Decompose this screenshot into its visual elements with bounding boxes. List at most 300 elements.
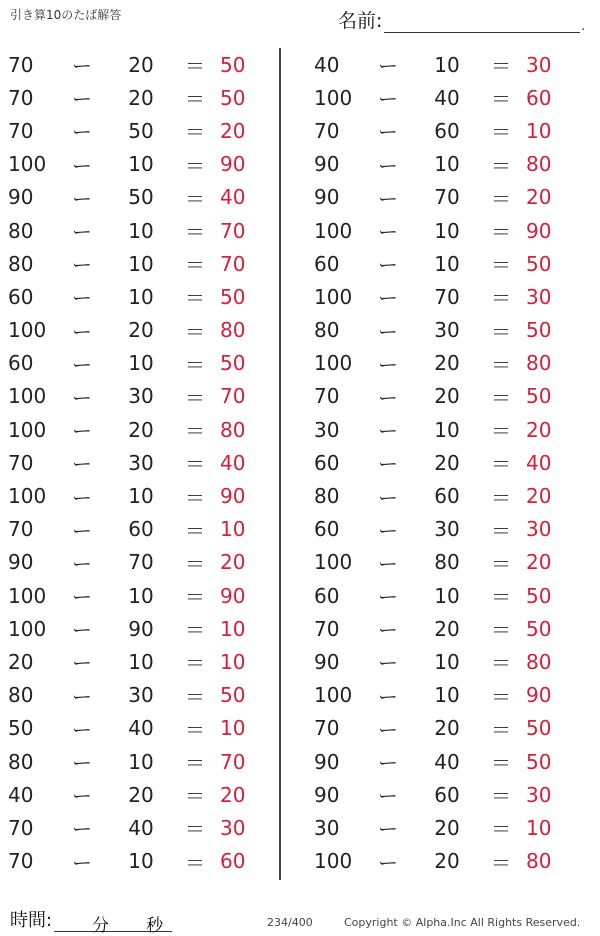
problem-row <box>314 645 570 678</box>
answer: 50 <box>220 351 246 376</box>
subtrahend: 40 <box>434 85 460 110</box>
minus-sign: ー <box>72 120 92 145</box>
subtrahend: 10 <box>128 583 154 608</box>
minuend: 70 <box>8 52 34 77</box>
minus-sign: ー <box>378 385 398 410</box>
minuend: 90 <box>314 782 340 807</box>
minuend: 100 <box>8 417 47 442</box>
equals-sign: ＝ <box>491 850 511 875</box>
minuend: 60 <box>314 450 340 475</box>
answer: 30 <box>526 52 552 77</box>
minuend: 70 <box>8 849 34 874</box>
problem-row <box>8 679 264 712</box>
page-number: 234/400 <box>267 916 313 929</box>
problem-row <box>8 645 264 678</box>
equals-sign: ＝ <box>491 684 511 709</box>
minus-sign: ー <box>72 618 92 643</box>
minus-sign: ー <box>378 120 398 145</box>
subtrahend: 10 <box>434 683 460 708</box>
minuend: 60 <box>8 351 34 376</box>
right-problem-column <box>314 48 570 878</box>
minus-sign: ー <box>378 585 398 610</box>
problem-row <box>314 347 570 380</box>
problem-row <box>8 579 264 612</box>
left-problem-column <box>8 48 264 878</box>
problem-row <box>8 712 264 745</box>
problem-row <box>8 314 264 347</box>
subtrahend: 90 <box>128 616 154 641</box>
problem-row <box>8 811 264 844</box>
answer: 70 <box>220 749 246 774</box>
minus-sign: ー <box>378 518 398 543</box>
subtrahend: 10 <box>434 583 460 608</box>
minuend: 100 <box>314 849 353 874</box>
equals-sign: ＝ <box>491 120 511 145</box>
minuend: 60 <box>314 517 340 542</box>
minuend: 100 <box>314 683 353 708</box>
subtrahend: 10 <box>434 251 460 276</box>
minuend: 90 <box>8 185 34 210</box>
minus-sign: ー <box>378 153 398 178</box>
minuend: 100 <box>8 318 47 343</box>
equals-sign: ＝ <box>185 186 205 211</box>
problem-row <box>314 579 570 612</box>
minuend: 80 <box>314 318 340 343</box>
subtrahend: 10 <box>128 749 154 774</box>
answer: 90 <box>526 683 552 708</box>
minus-sign: ー <box>72 220 92 245</box>
minus-sign: ー <box>378 87 398 112</box>
minuend: 100 <box>314 550 353 575</box>
equals-sign: ＝ <box>491 87 511 112</box>
problem-row <box>8 513 264 546</box>
problem-row <box>314 446 570 479</box>
minuend: 100 <box>8 484 47 509</box>
minus-sign: ー <box>378 485 398 510</box>
equals-sign: ＝ <box>185 87 205 112</box>
minus-sign: ー <box>72 54 92 79</box>
answer: 20 <box>526 185 552 210</box>
subtrahend: 30 <box>434 517 460 542</box>
subtrahend: 10 <box>128 351 154 376</box>
minuend: 90 <box>314 649 340 674</box>
subtrahend: 30 <box>128 384 154 409</box>
subtrahend: 10 <box>128 251 154 276</box>
equals-sign: ＝ <box>491 352 511 377</box>
minus-sign: ー <box>378 352 398 377</box>
answer: 80 <box>526 351 552 376</box>
minus-sign: ー <box>378 751 398 776</box>
minuend: 70 <box>8 450 34 475</box>
name-blank-line <box>384 12 580 33</box>
equals-sign: ＝ <box>185 286 205 311</box>
problem-row <box>314 181 570 214</box>
minus-sign: ー <box>378 817 398 842</box>
answer: 30 <box>526 284 552 309</box>
problem-row <box>8 778 264 811</box>
minuend: 90 <box>314 185 340 210</box>
minuend: 100 <box>8 152 47 177</box>
answer: 80 <box>526 649 552 674</box>
equals-sign: ＝ <box>491 585 511 610</box>
subtrahend: 80 <box>434 550 460 575</box>
equals-sign: ＝ <box>491 186 511 211</box>
answer: 90 <box>526 218 552 243</box>
answer: 50 <box>220 52 246 77</box>
answer: 20 <box>220 550 246 575</box>
subtrahend: 10 <box>128 484 154 509</box>
problem-row <box>8 845 264 878</box>
answer: 30 <box>526 782 552 807</box>
minus-sign: ー <box>378 253 398 278</box>
minus-sign: ー <box>72 319 92 344</box>
subtrahend: 10 <box>128 649 154 674</box>
problem-row <box>8 247 264 280</box>
minuend: 70 <box>8 118 34 143</box>
subtrahend: 10 <box>434 152 460 177</box>
subtrahend: 20 <box>128 318 154 343</box>
equals-sign: ＝ <box>491 385 511 410</box>
answer: 90 <box>220 484 246 509</box>
subtrahend: 30 <box>434 318 460 343</box>
subtrahend: 20 <box>434 616 460 641</box>
equals-sign: ＝ <box>185 485 205 510</box>
minuend: 60 <box>314 251 340 276</box>
problem-row <box>314 81 570 114</box>
minuend: 100 <box>8 583 47 608</box>
column-divider <box>279 48 281 880</box>
equals-sign: ＝ <box>185 452 205 477</box>
problem-row <box>314 745 570 778</box>
equals-sign: ＝ <box>491 817 511 842</box>
minuend: 100 <box>8 616 47 641</box>
minus-sign: ー <box>72 485 92 510</box>
minus-sign: ー <box>72 87 92 112</box>
name-label: 名前: <box>338 10 383 32</box>
minus-sign: ー <box>72 784 92 809</box>
problem-row <box>314 413 570 446</box>
problem-row <box>314 247 570 280</box>
answer: 20 <box>526 550 552 575</box>
minuend: 70 <box>314 616 340 641</box>
equals-sign: ＝ <box>491 651 511 676</box>
problem-row <box>8 280 264 313</box>
subtrahend: 10 <box>434 417 460 442</box>
problem-row <box>8 546 264 579</box>
minus-sign: ー <box>72 817 92 842</box>
name-field <box>338 6 585 33</box>
equals-sign: ＝ <box>491 717 511 742</box>
subtrahend: 20 <box>128 85 154 110</box>
equals-sign: ＝ <box>185 253 205 278</box>
minus-sign: ー <box>378 618 398 643</box>
minus-sign: ー <box>378 54 398 79</box>
minuend: 100 <box>314 284 353 309</box>
minus-sign: ー <box>378 319 398 344</box>
problem-row <box>314 546 570 579</box>
minuend: 70 <box>314 716 340 741</box>
minuend: 90 <box>314 152 340 177</box>
subtrahend: 20 <box>434 384 460 409</box>
answer: 50 <box>526 716 552 741</box>
minus-sign: ー <box>378 850 398 875</box>
equals-sign: ＝ <box>185 54 205 79</box>
subtrahend: 60 <box>434 484 460 509</box>
answer: 30 <box>220 815 246 840</box>
equals-sign: ＝ <box>185 153 205 178</box>
minus-sign: ー <box>378 784 398 809</box>
answer: 10 <box>526 815 552 840</box>
answer: 50 <box>220 683 246 708</box>
minuend: 80 <box>8 251 34 276</box>
answer: 10 <box>526 118 552 143</box>
problem-row <box>314 845 570 878</box>
minuend: 80 <box>8 749 34 774</box>
minus-sign: ー <box>72 518 92 543</box>
minuend: 30 <box>314 417 340 442</box>
name-end-dot: . <box>581 19 586 33</box>
minuend: 60 <box>8 284 34 309</box>
answer: 20 <box>526 484 552 509</box>
minuend: 80 <box>8 218 34 243</box>
minuend: 40 <box>314 52 340 77</box>
problem-row <box>314 214 570 247</box>
subtrahend: 10 <box>128 218 154 243</box>
equals-sign: ＝ <box>491 618 511 643</box>
subtrahend: 40 <box>128 815 154 840</box>
minus-sign: ー <box>378 220 398 245</box>
answer: 80 <box>526 849 552 874</box>
problem-row <box>314 811 570 844</box>
minus-sign: ー <box>72 153 92 178</box>
minuend: 70 <box>314 118 340 143</box>
equals-sign: ＝ <box>491 319 511 344</box>
equals-sign: ＝ <box>185 618 205 643</box>
problem-row <box>8 148 264 181</box>
minuend: 30 <box>314 815 340 840</box>
minuend: 100 <box>314 85 353 110</box>
problem-row <box>8 347 264 380</box>
answer: 10 <box>220 616 246 641</box>
answer: 20 <box>220 782 246 807</box>
answer: 80 <box>220 417 246 442</box>
minus-sign: ー <box>72 684 92 709</box>
minus-sign: ー <box>72 186 92 211</box>
answer: 70 <box>220 384 246 409</box>
equals-sign: ＝ <box>185 385 205 410</box>
subtrahend: 10 <box>128 284 154 309</box>
minus-sign: ー <box>72 419 92 444</box>
answer: 20 <box>220 118 246 143</box>
subtrahend: 10 <box>434 218 460 243</box>
answer: 40 <box>220 450 246 475</box>
problem-row <box>8 114 264 147</box>
minus-sign: ー <box>378 684 398 709</box>
answer: 10 <box>220 716 246 741</box>
subtrahend: 10 <box>434 649 460 674</box>
time-label: 時間: <box>10 910 53 931</box>
subtrahend: 30 <box>128 683 154 708</box>
minus-sign: ー <box>72 651 92 676</box>
problem-row <box>8 380 264 413</box>
subtrahend: 10 <box>434 52 460 77</box>
equals-sign: ＝ <box>185 651 205 676</box>
problem-row <box>314 314 570 347</box>
subtrahend: 20 <box>434 849 460 874</box>
problem-row <box>8 479 264 512</box>
equals-sign: ＝ <box>491 253 511 278</box>
answer: 50 <box>526 749 552 774</box>
problem-row <box>8 214 264 247</box>
equals-sign: ＝ <box>491 220 511 245</box>
minuend: 50 <box>8 716 34 741</box>
minus-sign: ー <box>72 717 92 742</box>
problem-row <box>8 413 264 446</box>
subtrahend: 20 <box>128 52 154 77</box>
minuend: 70 <box>8 815 34 840</box>
subtrahend: 60 <box>434 118 460 143</box>
minus-sign: ー <box>72 751 92 776</box>
minutes-unit: 分 <box>92 916 110 936</box>
minuend: 80 <box>314 484 340 509</box>
equals-sign: ＝ <box>491 286 511 311</box>
seconds-unit: 秒 <box>146 916 164 936</box>
subtrahend: 20 <box>128 417 154 442</box>
subtrahend: 70 <box>434 284 460 309</box>
answer: 50 <box>220 284 246 309</box>
answer: 50 <box>526 251 552 276</box>
answer: 60 <box>526 85 552 110</box>
minus-sign: ー <box>72 253 92 278</box>
subtrahend: 50 <box>128 118 154 143</box>
worksheet-title: 引き算10のたば解答 <box>10 8 122 22</box>
answer: 80 <box>220 318 246 343</box>
equals-sign: ＝ <box>185 518 205 543</box>
equals-sign: ＝ <box>491 54 511 79</box>
minus-sign: ー <box>72 352 92 377</box>
minus-sign: ー <box>378 452 398 477</box>
problem-row <box>314 778 570 811</box>
time-blank-line <box>54 911 172 936</box>
minuend: 100 <box>8 384 47 409</box>
minuend: 60 <box>314 583 340 608</box>
equals-sign: ＝ <box>491 784 511 809</box>
subtrahend: 50 <box>128 185 154 210</box>
minuend: 70 <box>8 517 34 542</box>
subtrahend: 10 <box>128 152 154 177</box>
minus-sign: ー <box>72 452 92 477</box>
minus-sign: ー <box>378 286 398 311</box>
answer: 90 <box>220 583 246 608</box>
equals-sign: ＝ <box>185 717 205 742</box>
minus-sign: ー <box>378 186 398 211</box>
minus-sign: ー <box>72 585 92 610</box>
equals-sign: ＝ <box>491 751 511 776</box>
subtrahend: 30 <box>128 450 154 475</box>
answer: 60 <box>220 849 246 874</box>
minus-sign: ー <box>72 551 92 576</box>
answer: 80 <box>526 152 552 177</box>
problem-row <box>8 446 264 479</box>
equals-sign: ＝ <box>185 684 205 709</box>
problem-row <box>314 479 570 512</box>
equals-sign: ＝ <box>185 850 205 875</box>
answer: 10 <box>220 517 246 542</box>
subtrahend: 20 <box>128 782 154 807</box>
answer: 50 <box>526 583 552 608</box>
problem-row <box>8 612 264 645</box>
copyright-notice: Copyright © Alpha.Inc All Rights Reserved. <box>344 916 581 929</box>
answer: 70 <box>220 218 246 243</box>
problem-row <box>314 679 570 712</box>
equals-sign: ＝ <box>491 518 511 543</box>
answer: 40 <box>220 185 246 210</box>
problem-row <box>314 712 570 745</box>
minus-sign: ー <box>378 651 398 676</box>
minus-sign: ー <box>378 551 398 576</box>
subtrahend: 70 <box>434 185 460 210</box>
subtrahend: 40 <box>128 716 154 741</box>
minus-sign: ー <box>72 385 92 410</box>
minus-sign: ー <box>378 717 398 742</box>
answer: 40 <box>526 450 552 475</box>
equals-sign: ＝ <box>185 220 205 245</box>
minuend: 70 <box>8 85 34 110</box>
problem-row <box>314 280 570 313</box>
minus-sign: ー <box>72 850 92 875</box>
minuend: 70 <box>314 384 340 409</box>
minuend: 90 <box>8 550 34 575</box>
subtrahend: 20 <box>434 815 460 840</box>
problem-row <box>8 81 264 114</box>
minus-sign: ー <box>378 419 398 444</box>
minuend: 90 <box>314 749 340 774</box>
equals-sign: ＝ <box>185 352 205 377</box>
minuend: 80 <box>8 683 34 708</box>
equals-sign: ＝ <box>185 319 205 344</box>
answer: 30 <box>526 517 552 542</box>
answer: 10 <box>220 649 246 674</box>
minuend: 100 <box>314 218 353 243</box>
answer: 50 <box>220 85 246 110</box>
equals-sign: ＝ <box>491 153 511 178</box>
subtrahend: 70 <box>128 550 154 575</box>
minuend: 100 <box>314 351 353 376</box>
subtrahend: 20 <box>434 351 460 376</box>
answer: 50 <box>526 384 552 409</box>
subtrahend: 10 <box>128 849 154 874</box>
problem-row <box>314 148 570 181</box>
equals-sign: ＝ <box>185 784 205 809</box>
problem-row <box>314 48 570 81</box>
equals-sign: ＝ <box>185 120 205 145</box>
time-field <box>10 906 172 936</box>
equals-sign: ＝ <box>491 419 511 444</box>
subtrahend: 60 <box>434 782 460 807</box>
answer: 70 <box>220 251 246 276</box>
problem-row <box>8 745 264 778</box>
problem-row <box>314 380 570 413</box>
problem-row <box>314 513 570 546</box>
subtrahend: 40 <box>434 749 460 774</box>
equals-sign: ＝ <box>185 585 205 610</box>
problem-row <box>314 612 570 645</box>
subtrahend: 20 <box>434 716 460 741</box>
problem-row <box>314 114 570 147</box>
equals-sign: ＝ <box>491 485 511 510</box>
equals-sign: ＝ <box>185 751 205 776</box>
answer: 20 <box>526 417 552 442</box>
